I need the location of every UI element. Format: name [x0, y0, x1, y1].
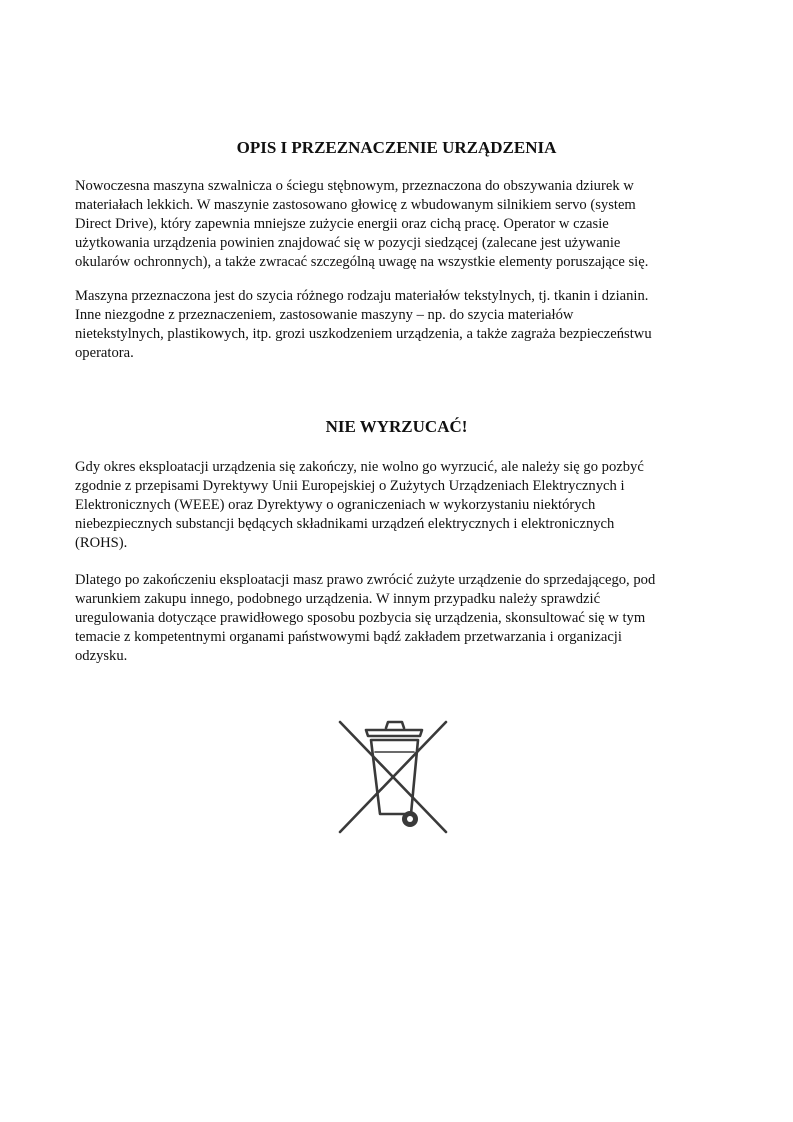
- text-line: okularów ochronnych), a także zwracać szczególną uwagę na wszystkie elementy poruszające się.: [75, 254, 649, 270]
- text-line: temacie z kompetentnymi organami państwowymi bądź zakładem przetwarzania i organizacji: [75, 629, 622, 645]
- text-line: zgodnie z przepisami Dyrektywy Unii Europejskiej o Zużytych Urządzeniach Elektrycznych i: [75, 478, 625, 494]
- text-line: Dlatego po zakończeniu eksploatacji masz prawo zwrócić zużyte urządzenie do sprzedającego, pod: [75, 572, 656, 588]
- text-line: nietekstylnych, plastikowych, itp. grozi uszkodzeniem urządzenia, a także zagraża bezpieczeństwu: [75, 326, 652, 342]
- text-line: Inne niezgodne z przeznaczeniem, zastosowanie maszyny – np. do szycia materiałów: [75, 307, 574, 323]
- text-line: Direct Drive), który zapewnia mniejsze zużycie energii oraz cichą pracę. Operator w czasie: [75, 216, 609, 232]
- paragraph-purpose: [75, 287, 725, 363]
- section-title-description: OPIS I PRZEZNACZENIE URZĄDZENIA: [236, 138, 557, 157]
- paragraph-disposal-return: [75, 571, 725, 666]
- text-line: Gdy okres eksploatacji urządzenia się zakończy, nie wolno go wyrzucić, ale należy się go pozbyć: [75, 459, 644, 475]
- text-line: uregulowania dotyczące prawidłowego sposobu pozbycia się urządzenia, skonsultować się w tym: [75, 610, 646, 626]
- text-line: Maszyna przeznaczona jest do szycia różnego rodzaju materiałów tekstylnych, tj. tkanin i dzianin.: [75, 288, 649, 304]
- paragraph-disposal-directive: [75, 458, 725, 553]
- text-line: materiałach lekkich. W maszynie zastosowano głowicę z wbudowanym silnikiem servo (system: [75, 197, 636, 213]
- section-title-disposal: NIE WYRZUCAĆ!: [325, 417, 468, 436]
- text-line: użytkowania urządzenia powinien znajdować się w pozycji siedzącej (zalecane jest używanie: [75, 235, 621, 251]
- paragraph-description: [75, 177, 725, 272]
- text-line: Nowoczesna maszyna szwalnicza o ściegu stębnowym, przeznaczona do obszywania dziurek w: [75, 178, 634, 194]
- text-line: niebezpiecznych substancji będących składnikami urządzeń elektrycznych i elektronicznych: [75, 516, 615, 532]
- text-line: operatora.: [75, 345, 134, 361]
- crossed-out-wheelie-bin-icon: [336, 718, 450, 836]
- text-line: warunkiem zakupu innego, podobnego urządzenia. W innym przypadku należy sprawdzić: [75, 591, 601, 607]
- text-line: odzysku.: [75, 648, 128, 664]
- text-line: Elektronicznych (WEEE) oraz Dyrektywy o ograniczeniach w wykorzystaniu niektórych: [75, 497, 596, 513]
- text-line: (ROHS).: [75, 535, 128, 551]
